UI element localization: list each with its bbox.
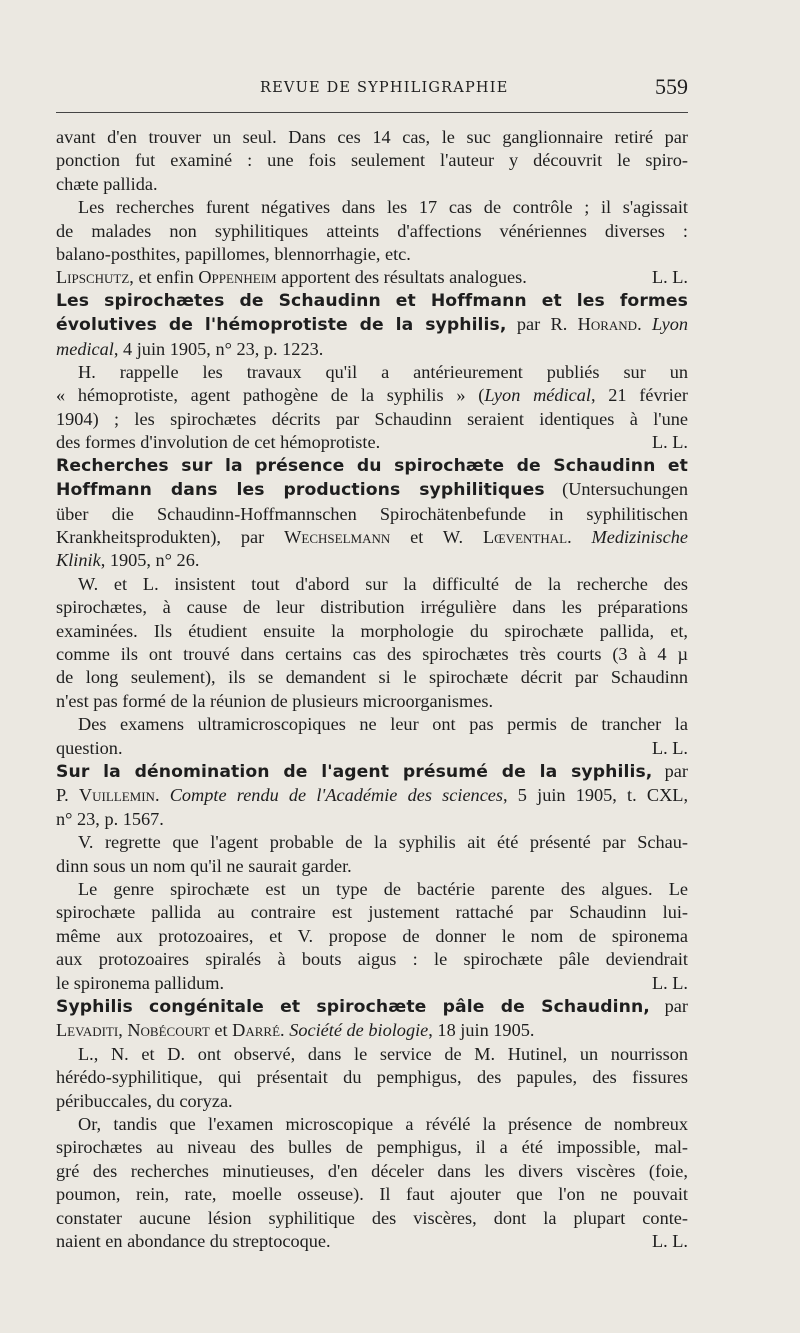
- text-line: [56, 1230, 688, 1253]
- text-line: avant d'en trouver un seul. Dans ces 14 cas, le suc ganglionnaire retiré par: [56, 127, 688, 147]
- text-run: Krankheitsprodukten), par: [56, 526, 285, 547]
- text-line: [56, 995, 688, 1019]
- article-title-line: Sur la dénomination de l'agent présumé de la syphilis,: [56, 761, 653, 782]
- author-name: Horand: [577, 314, 638, 335]
- text-run: [56, 266, 527, 289]
- text-run: et W.: [390, 526, 483, 547]
- journal-name: Medizinische: [591, 526, 688, 547]
- text-run: et: [209, 1020, 233, 1041]
- signature: L. L.: [651, 1231, 688, 1252]
- text-run: apportent des résultats analogues.: [276, 267, 527, 288]
- text-line: H. rappelle les travaux qu'il a antérieurement publiés sur un: [78, 362, 688, 383]
- text-line: balano-posthites, papillomes, blennorrhagie, etc.: [56, 244, 411, 265]
- text-line: [56, 549, 688, 572]
- text-line: Des examens ultramicroscopiques ne leur ont pas permis de trancher la: [78, 714, 688, 735]
- author-name: Vuillemin: [78, 785, 155, 806]
- text-line: 1904) ; les spirochætes décrits par Schaudinn seraient identiques à l'une: [56, 408, 688, 429]
- text-line: gré des recherches minutieuses, d'en déceler dans les divers viscères (foie,: [56, 1160, 688, 1181]
- author-name: Lœventhal: [482, 526, 568, 547]
- text-run: des formes d'involution de cet hémoprotiste.: [56, 432, 381, 453]
- text-line: même aux protozoaires, et V. propose de donner le nom de spironema: [56, 925, 688, 946]
- page-header: [56, 74, 688, 102]
- running-title: REVUE DE SYPHILIGRAPHIE: [260, 80, 509, 96]
- text-line: dinn sous un nom qu'il ne saurait garder.: [56, 855, 352, 876]
- text-line: [56, 1019, 688, 1042]
- author-name: Darré: [232, 1020, 281, 1041]
- text-run: le spironema pallidum.: [56, 972, 225, 993]
- text-line: Les recherches furent négatives dans les 17 cas de contrôle ; il s'agissait: [78, 197, 688, 218]
- text-line: constater aucune lésion syphilitique des viscères, dont la plupart conte-: [56, 1207, 688, 1228]
- journal-name: Lyon: [651, 314, 688, 335]
- author-name: Levaditi: [56, 1020, 119, 1041]
- author-name: Nobécourt: [127, 1020, 210, 1041]
- text-line: n'est pas formé de la réunion de plusieurs microorganismes.: [56, 690, 494, 711]
- author-name: Oppenheim: [198, 267, 277, 288]
- text-run: (Untersuchungen: [544, 479, 688, 500]
- text-run: par: [649, 996, 688, 1017]
- text-run: question.: [56, 737, 123, 758]
- journal-name: medical: [56, 338, 114, 359]
- text-line: [56, 338, 688, 361]
- page-number: 559: [655, 74, 688, 99]
- text-line: spirochætes au niveau des bulles de pemphigus, il a été impossible, mal-: [56, 1137, 688, 1158]
- author-name: Lipschutz: [56, 267, 130, 288]
- text-line: de long seulement), ils se demandent si le spirochæte décrit par Schaudinn: [56, 667, 688, 688]
- text-run: ,: [118, 1020, 128, 1041]
- text-line: [56, 266, 688, 289]
- text-line: péribuccales, du coryza.: [56, 1090, 233, 1111]
- signature: L. L.: [651, 267, 688, 288]
- text-run: .: [154, 785, 170, 806]
- text-line: aux protozoaires spiralés à bouts aigus : le spirochæte pâle deviendrait: [56, 949, 688, 970]
- text-line: über die Schaudinn-Hoffmannschen Spirochätenbefunde in syphilitischen: [56, 503, 688, 524]
- text-line: [56, 526, 688, 549]
- journal-name: Société de biologie: [289, 1020, 429, 1041]
- text-line: spirochæte pallida au contraire est justement rattaché par Schaudinn lui-: [56, 902, 688, 923]
- text-line: comme ils ont trouvé dans certains cas des spirochætes très courts (3 à 4 µ: [56, 643, 688, 664]
- text-line: spirochætes, à cause de leur distribution irrégulière dans les préparations: [56, 597, 688, 618]
- text-run: par: [652, 760, 688, 781]
- text-line: W. et L. insistent tout d'abord sur la difficulté de la recherche des: [78, 573, 688, 594]
- journal-name: Compte rendu de l'Académie des sciences: [169, 785, 504, 806]
- article-title-line: Hoffmann dans les productions syphilitiques: [56, 480, 545, 501]
- text-run: naient en abondance du streptocoque.: [56, 1231, 331, 1252]
- text-run: « hémoprotiste, agent pathogène de la syphilis » (: [56, 385, 485, 406]
- signature: L. L.: [651, 972, 688, 993]
- text-line: L., N. et D. ont observé, dans le service de M. Hutinel, un nourrisson: [78, 1043, 688, 1064]
- text-line: examinées. Ils étudient ensuite la morphologie du spirochæte pallida, et,: [56, 620, 688, 641]
- text-line: ponction fut examiné : une fois seulement l'auteur y découvrit le spiro-: [56, 150, 688, 171]
- text-line: poumon, rein, rate, moelle osseuse). Il faut ajouter que l'on ne pouvait: [56, 1184, 688, 1205]
- text-run: .: [637, 314, 652, 335]
- text-run: , 5 juin 1905, t. CXL,: [503, 785, 689, 806]
- text-line: [56, 384, 688, 407]
- text-run: par R.: [506, 314, 578, 335]
- text-line: de malades non syphilitiques atteints d'affections vénériennes diverses :: [56, 220, 688, 241]
- body-text: [56, 126, 688, 1254]
- text-line: [56, 737, 688, 760]
- article-title-line: Recherches sur la présence du spirochæte de Schaudinn et: [56, 455, 688, 476]
- journal-name: Lyon médical: [484, 385, 591, 406]
- article-title-line: Les spirochætes de Schaudinn et Hoffmann et les formes: [56, 290, 688, 311]
- author-name: Wechselmann: [284, 526, 391, 547]
- text-line: [56, 478, 688, 502]
- text-line: chæte pallida.: [56, 173, 158, 194]
- article-title-line: Syphilis congénitale et spirochæte pâle de Schaudinn,: [56, 997, 650, 1018]
- text-line: [56, 431, 688, 454]
- signature: L. L.: [651, 432, 688, 453]
- text-line: [56, 760, 688, 784]
- text-run: , 18 juin 1905.: [428, 1020, 535, 1041]
- text-line: [56, 313, 688, 337]
- text-run: .: [567, 526, 592, 547]
- text-run: , et enfin: [129, 267, 199, 288]
- text-line: [56, 972, 688, 995]
- header-rule: [56, 112, 688, 113]
- article-title-line: évolutives de l'hémoprotiste de la syphilis,: [56, 315, 507, 336]
- text-line: Or, tandis que l'examen microscopique a révélé la présence de nombreux: [78, 1114, 688, 1135]
- journal-name: Klinik: [56, 550, 101, 571]
- text-run: , 21 février: [590, 385, 688, 406]
- text-run: , 4 juin 1905, n° 23, p. 1223.: [113, 338, 324, 359]
- text-line: [56, 784, 688, 807]
- text-run: .: [280, 1020, 290, 1041]
- signature: L. L.: [651, 737, 688, 758]
- text-run: P.: [56, 785, 79, 806]
- text-line: Le genre spirochæte est un type de bactérie parente des algues. Le: [78, 879, 688, 899]
- text-line: V. regrette que l'agent probable de la syphilis ait été présenté par Schau-: [78, 832, 688, 853]
- text-line: hérédo-syphilitique, qui présentait du pemphigus, des papules, des fissures: [56, 1067, 688, 1088]
- text-run: , 1905, n° 26.: [100, 550, 200, 571]
- text-line: n° 23, p. 1567.: [56, 808, 164, 829]
